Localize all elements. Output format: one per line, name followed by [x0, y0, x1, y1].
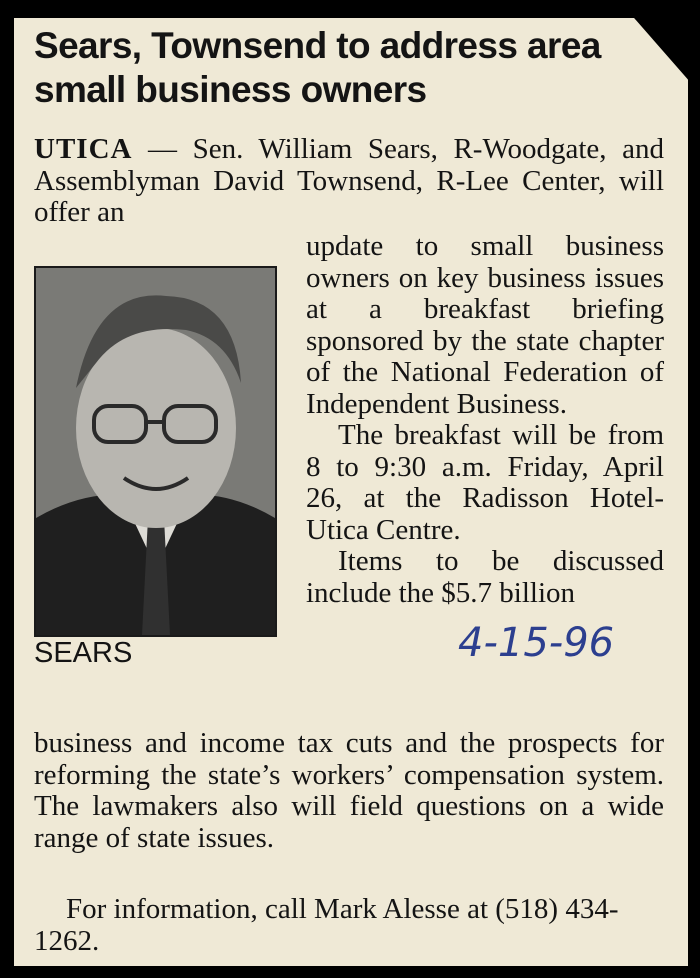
photo-caption: SEARS: [34, 637, 133, 669]
right-column: [306, 231, 664, 609]
headline: Sears, Townsend to address area small business owners: [34, 25, 601, 110]
lead-continuation: update to small business owners on key business issues at a breakfast briefing sponsored by the state chapter of the National Federation of Independent Business.: [306, 230, 664, 420]
paragraph-breakfast: The breakfast will be from 8 to 9:30 a.m. Friday, April 26, at the Radisson Hotel-Utica Centre.: [306, 419, 664, 546]
paragraph-items-end: business and income tax cuts and the prospects for reforming the state’s workers’ compensation system. The lawmakers also will field questions on a wide range of state issues.: [34, 727, 664, 854]
lead-paragraph: [34, 134, 664, 229]
lead-text: — Sen. William Sears, R-Woodgate, and Assemblyman David Townsend, R-Lee Center, will offer an: [34, 133, 664, 228]
paragraph-contact: For information, call Mark Alesse at (518) 434-1262.: [34, 893, 619, 957]
sears-photo: [34, 266, 277, 637]
portrait-illustration: [36, 268, 275, 635]
handwritten-date: [458, 612, 648, 672]
paragraph-items-start: Items to be discussed include the $5.7 billion: [306, 545, 664, 609]
dateline: UTICA: [34, 133, 133, 165]
svg-text:4-15-96: 4-15-96: [458, 620, 615, 666]
